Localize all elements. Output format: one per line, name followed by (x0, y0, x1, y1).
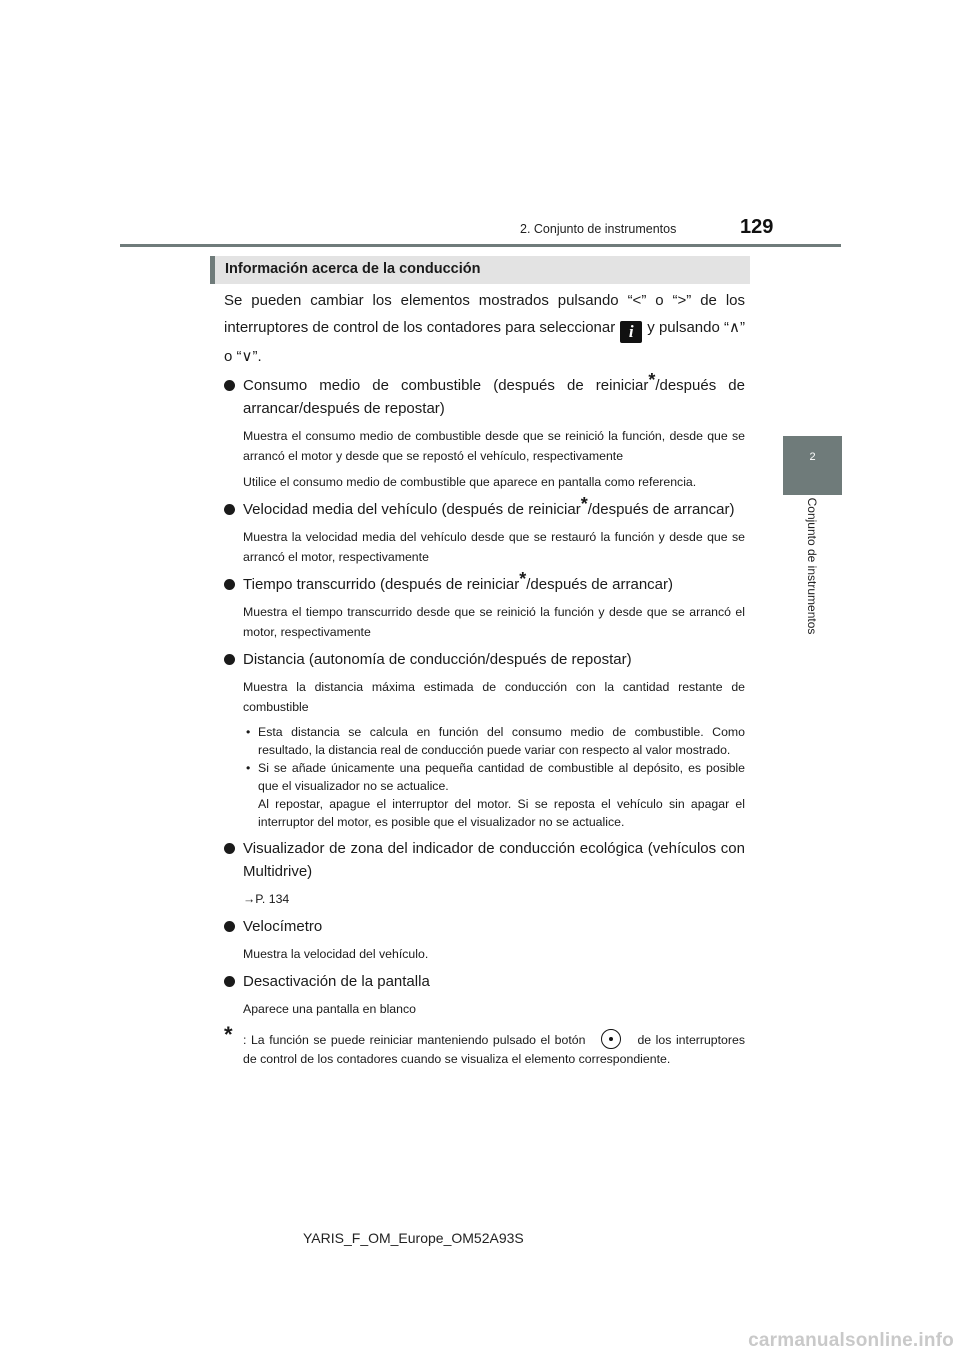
item-title-text-end: /después de arrancar) (587, 501, 735, 518)
item-title-text: Tiempo transcurrido (después de reiniciar (243, 576, 520, 593)
footer-document-code: YARIS_F_OM_Europe_OM52A93S (303, 1230, 524, 1246)
item-title-text-end: /después de arrancar) (526, 576, 673, 593)
chapter-tab-label: Conjunto de instrumentos (805, 497, 819, 635)
sub-bullet-dot: • (246, 761, 251, 775)
footnote (224, 1022, 745, 1069)
chapter-tab-number: 2 (809, 451, 816, 463)
header-section-title: 2. Conjunto de instrumentos (520, 222, 677, 236)
asterisk: * (648, 370, 656, 390)
asterisk: * (519, 569, 527, 589)
section-header (210, 256, 750, 284)
page-reference: →P. 134 (243, 892, 290, 906)
intro-text-1: Se pueden cambiar los elementos mostrados pulsando “<” o “>” de los interruptores de control de los contadores para seleccionar (224, 292, 745, 336)
list-item-distance (224, 648, 745, 831)
bullet-icon (224, 579, 235, 590)
item-title-text: Desactivación de la pantalla (243, 973, 430, 990)
sub-bullet-text: Esta distancia se calcula en función del consumo medio de combustible. Como resultado, la distancia real de conducción puede variar con respecto al valor mostrado. (258, 725, 745, 757)
sub-bullet (224, 723, 745, 759)
item-title-text: Velocímetro (243, 918, 323, 935)
item-title (224, 970, 745, 993)
bullet-icon (224, 921, 235, 932)
footnote-text-2: de los interruptores de control de los contadores cuando se visualiza el elemento correspondiente. (243, 1033, 745, 1066)
bullet-icon (224, 504, 235, 515)
item-description: Aparece una pantalla en blanco (243, 1002, 416, 1016)
asterisk: * (580, 494, 588, 514)
sub-bullet (224, 759, 745, 795)
sub-bullet-dot: • (246, 725, 251, 739)
list-item-average-speed (224, 494, 745, 567)
section-title: Información acerca de la conducción (225, 261, 481, 277)
info-icon: i (620, 321, 642, 343)
chapter-tab (783, 436, 842, 495)
main-content (224, 287, 745, 1069)
footnote-text-1: : La función se puede reiniciar manteniendo pulsado el botón (243, 1033, 586, 1047)
watermark: carmanualsonline.info (748, 1330, 954, 1351)
list-item-display-off (224, 970, 745, 1019)
item-title-text-end: /después de arrancar/después de repostar) (243, 377, 745, 417)
item-description: Muestra el tiempo transcurrido desde que se reinició la función y desde que se arrancó el motor, respectivamente (243, 605, 745, 639)
item-description: Muestra la distancia máxima estimada de conducción con la cantidad restante de combustible (243, 680, 745, 714)
bullet-icon (224, 843, 235, 854)
sub-bullet-text: Al repostar, apague el interruptor del motor. Si se reposta el vehículo sin apagar el interruptor del motor, es posible que el visualizador no se actualice. (258, 797, 745, 829)
list-item-fuel-consumption (224, 370, 745, 492)
item-title-text: Visualizador de zona del indicador de conducción ecológica (vehículos con Multidrive) (243, 840, 745, 880)
list-item-elapsed-time (224, 569, 745, 642)
item-title (224, 648, 745, 671)
sub-bullet-continuation (224, 795, 745, 831)
item-title (224, 370, 745, 420)
bullet-icon (224, 380, 235, 391)
list-item-speedometer (224, 915, 745, 964)
item-description: Muestra la velocidad media del vehículo desde que se restauró la función y desde que se arrancó el motor, respectivamente (243, 530, 745, 564)
item-description: Utilice el consumo medio de combustible que aparece en pantalla como referencia. (243, 475, 697, 489)
item-title-text: Consumo medio de combustible (después de reiniciar (243, 377, 649, 394)
item-title (224, 494, 745, 521)
item-title (224, 569, 745, 596)
bullet-icon (224, 654, 235, 665)
intro-paragraph (224, 287, 745, 370)
footnote-asterisk: * (224, 1022, 233, 1047)
bullet-icon (224, 976, 235, 987)
item-title-text: Distancia (autonomía de conducción/después de repostar) (243, 651, 632, 668)
reset-button-icon (601, 1029, 621, 1049)
list-item-eco-indicator (224, 837, 745, 909)
item-description: Muestra el consumo medio de combustible desde que se reinició la función, desde que se arrancó el motor y desde que se repostó el vehículo, respectivamente (243, 429, 745, 463)
header-rule (120, 244, 841, 247)
page-number: 129 (740, 216, 774, 238)
item-description: Muestra la velocidad del vehículo. (243, 947, 429, 961)
intro-text-2: y pulsando “∧” o “∨”. (224, 319, 745, 365)
item-title (224, 915, 745, 938)
sub-bullet-text: Si se añade únicamente una pequeña cantidad de combustible al depósito, es posible que el visualizador no se actualice. (258, 761, 745, 793)
item-title-text: Velocidad media del vehículo (después de reiniciar (243, 501, 581, 518)
item-title (224, 837, 745, 883)
